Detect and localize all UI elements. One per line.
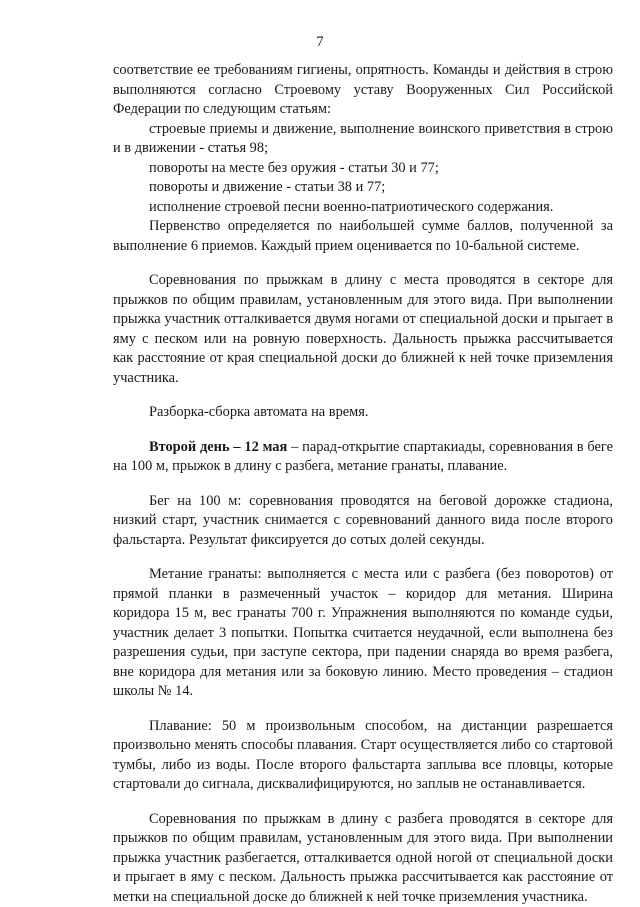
page-number: 7 [0, 34, 640, 51]
list-item-turns-and-movement: повороты и движение - статьи 38 и 77; [113, 178, 613, 198]
second-day-heading: Второй день – 12 мая [149, 439, 287, 455]
document-body [113, 61, 613, 907]
paragraph-100m-run: Бег на 100 м: соревнования проводятся на беговой дорожке стадиона, низкий старт, участник снимается с соревнований данного вида после второго фальстарта. Результат фиксируется до сотых долей секунды. [113, 492, 613, 551]
paragraph-grenade-throw: Метание гранаты: выполняется с места или с разбега (без поворотов) от прямой планки в размеченный участок – коридор для метания. Ширина коридора 15 м, вес гранаты 700 г. Упражнения выполняются по команде судьи, участник делает 3 попытки. Попытка считается неудачной, если выполнена без разрешения судьи, при заступе сектора, при падении снаряда во время разбега, вне коридора для метания или за боковую линию. Место проведения – стадион школы № 14. [113, 565, 613, 702]
paragraph-standing-long-jump: Соревнования по прыжкам в длину с места проводятся в секторе для прыжков по общим правилам, установленным для этого вида. При выполнении прыжка участник отталкивается двумя ногами от специальной доски и прыгает в яму с песком или на ровную поверхность. Дальность прыжка рассчитывается как расстояние от края специальной доски до ближней к ней точке приземления участника. [113, 271, 613, 388]
paragraph-swimming: Плавание: 50 м произвольным способом, на дистанции разрешается произвольно менять способы плавания. Старт осуществляется либо со стартовой тумбы, либо из воды. После второго фальстарта заплыва все пловцы, которые стартовали до сигнала, дисквалифицируются, но заплыв не останавливается. [113, 717, 613, 795]
paragraph-rifle-assembly: Разборка-сборка автомата на время. [113, 403, 613, 423]
list-item-drill-techniques: строевые приемы и движение, выполнение воинского приветствия в строю и в движении - статья 98; [113, 120, 613, 159]
paragraph-uniform-requirements: соответствие ее требованиям гигиены, опрятность. Команды и действия в строю выполняются согласно Строевому уставу Вооруженных Сил Российской Федерации по следующим статьям: [113, 61, 613, 120]
list-item-turns-in-place: повороты на месте без оружия - статьи 30 и 77; [113, 159, 613, 179]
list-item-drill-song: исполнение строевой песни военно-патриотического содержания. [113, 198, 613, 218]
second-day-description: – парад-открытие спартакиады, соревнования в беге на 100 м, прыжок в длину с разбега, метание гранаты, плавание. [113, 439, 613, 475]
paragraph-running-long-jump: Соревнования по прыжкам в длину с разбега проводятся в секторе для прыжков по общим правилам, установленным для этого вида. При выполнении прыжка участник разбегается, отталкивается одной ногой от специальной доски и прыгает в яму с песком. Дальность прыжка рассчитывается как расстояние от метки на специальной доске до ближней к ней точке приземления участника. [113, 810, 613, 907]
paragraph-second-day [113, 438, 613, 477]
paragraph-scoring: Первенство определяется по наибольшей сумме баллов, полученной за выполнение 6 приемов. Каждый прием оценивается по 10-бальной системе. [113, 217, 613, 256]
